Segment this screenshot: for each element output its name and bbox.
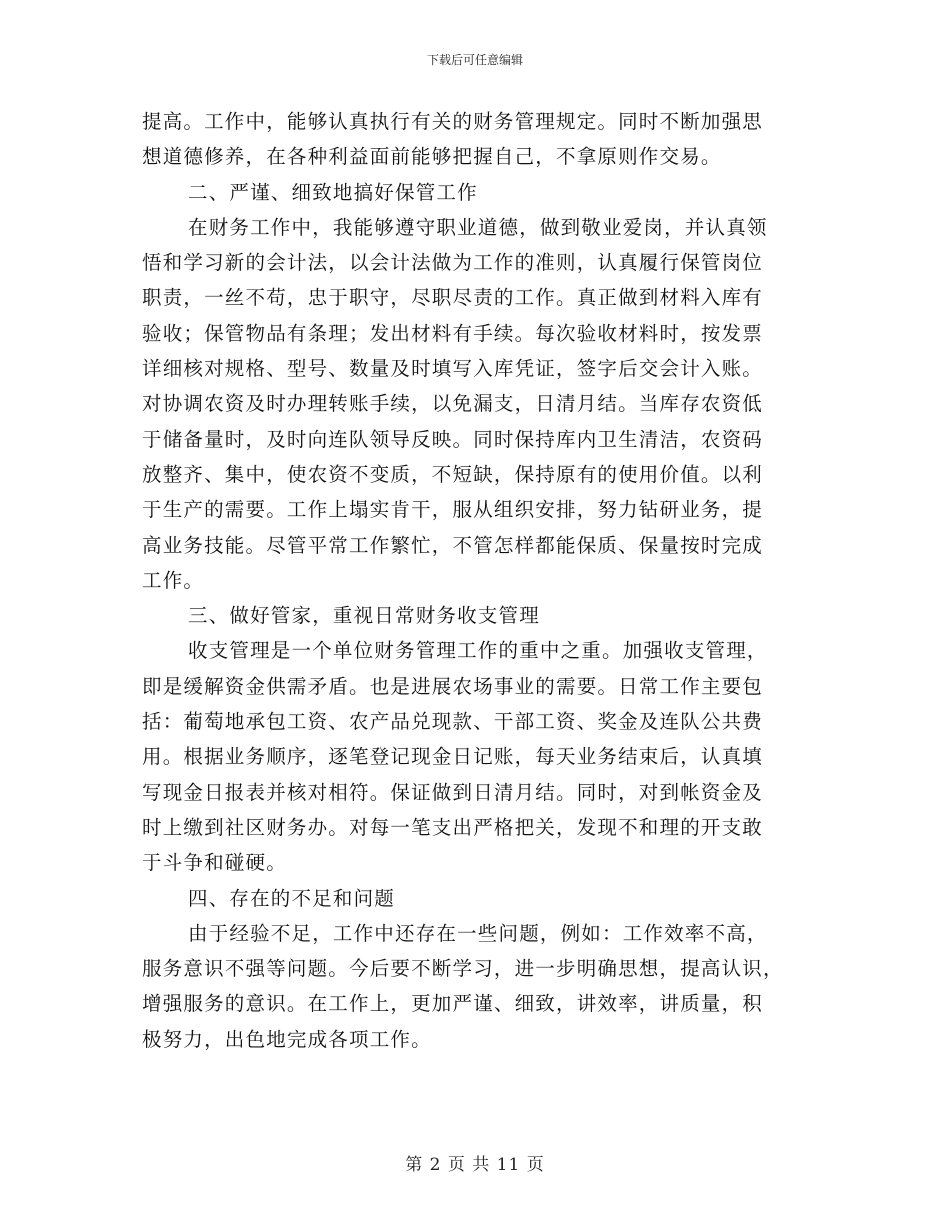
text-line: 提高。工作中，能够认真执行有关的财务管理规定。同时不断加强思: [142, 110, 764, 133]
text-line: 对协调农资及时办理转账手续，以免漏支，日清月结。当库存农资低: [142, 392, 764, 416]
text-line: 服务意识不强等问题。今后要不断学习，进一步明确思想，提高认识，: [142, 957, 784, 981]
text-line: 于生产的需要。工作上塌实肯干，服从组织安排，努力钻研业务，提: [142, 498, 764, 522]
text-line: 极努力，出色地完成各项工作。: [142, 1027, 432, 1051]
text-line: 工作。: [142, 568, 205, 592]
text-line: 用。根据业务顺序，逐笔登记现金日记账，每天业务结束后，认真填: [142, 745, 764, 769]
text-line: 即是缓解资金供需矛盾。也是进展农场事业的需要。日常工作主要包: [142, 674, 764, 698]
page-footer: 第 2 页 共 11 页: [405, 1155, 545, 1175]
text-line: 三、做好管家，重视日常财务收支管理: [188, 604, 540, 628]
text-line: 详细核对规格、型号、数量及时填写入库凭证，签字后交会计入账。: [142, 357, 764, 381]
text-line: 增强服务的意识。在工作上，更加严谨、细致，讲效率，讲质量，积: [142, 992, 764, 1016]
text-line: 四、存在的不足和问题: [188, 886, 396, 910]
document-body: [142, 104, 807, 1057]
text-line: 在财务工作中，我能够遵守职业道德，做到敬业爱岗，并认真领: [188, 215, 768, 239]
page-header: 下载后可任意编辑: [426, 53, 523, 67]
text-line: 高业务技能。尽管平常工作繁忙，不管怎样都能保质、保量按时完成: [142, 533, 764, 557]
text-line: 括：葡萄地承包工资、农产品兑现款、干部工资、奖金及连队公共费: [142, 710, 764, 734]
text-line: 二、严谨、细致地搞好保管工作: [188, 180, 478, 204]
text-line: 职责，一丝不苟，忠于职守，尽职尽责的工作。真正做到材料入库有: [142, 286, 764, 310]
text-line: 收支管理是一个单位财务管理工作的重中之重。加强收支管理，: [188, 639, 768, 663]
text-line: 悟和学习新的会计法，以会计法做为工作的准则，认真履行保管岗位: [142, 251, 764, 275]
text-line: 时上缴到社区财务办。对每一笔支出严格把关，发现不和理的开支敢: [142, 815, 764, 839]
text-line: 想道德修养，在各种利益面前能够把握自己，不拿原则作交易。: [142, 145, 722, 169]
text-line: 由于经验不足，工作中还存在一些问题，例如：工作效率不高，: [188, 921, 768, 945]
text-line: 验收；保管物品有条理；发出材料有手续。每次验收材料时，按发票: [142, 321, 764, 345]
text-line: 于斗争和碰硬。: [142, 851, 287, 875]
text-line: 于储备量时，及时向连队领导反映。同时保持库内卫生清洁，农资码: [142, 427, 764, 451]
text-line: 放整齐、集中，使农资不变质，不短缺，保持原有的使用价值。以利: [142, 462, 764, 486]
text-line: 写现金日报表并核对相符。保证做到日清月结。同时，对到帐资金及: [142, 780, 764, 804]
